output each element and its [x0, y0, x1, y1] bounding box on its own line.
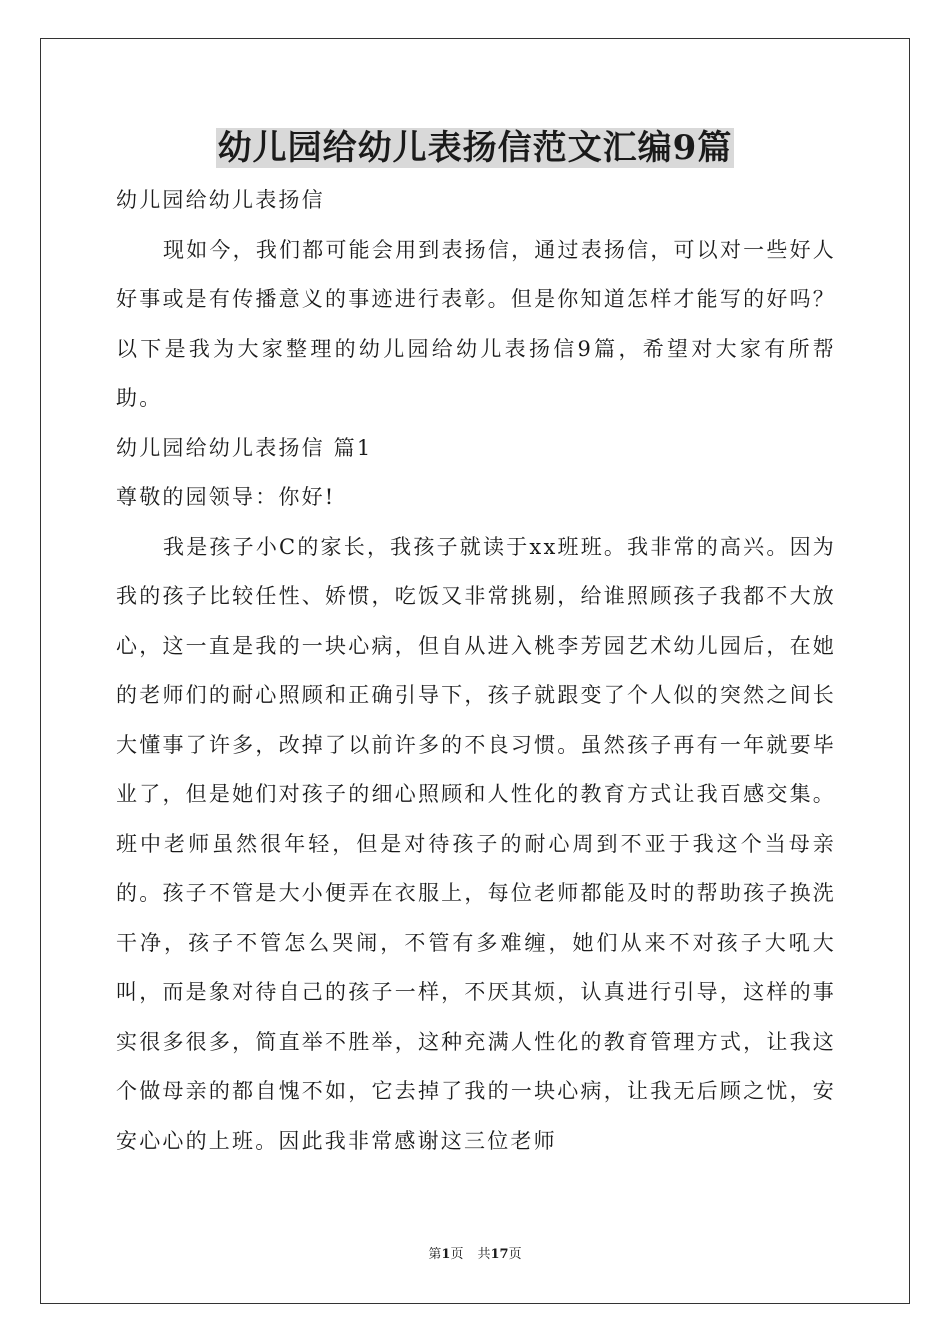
total-suffix: 页 [508, 1247, 522, 1262]
letter-heading: 幼儿园给幼儿表扬信 篇1 [116, 435, 373, 460]
total-pages-number: 17 [490, 1247, 509, 1262]
letter-salutation: 尊敬的园领导：你好! [116, 485, 336, 509]
letter-body-paragraph: 我是孩子小C的家长，我孩子就读于xx班班。我非常的高兴。因为我的孩子比较任性、娇惯，吃饭又非常挑剔，给谁照顾孩子我都不大放心，这一直是我的一块心病，但自从进入桃李芳园艺术幼儿园后，在她的老师们的耐心照顾和正确引导下，孩子就跟变了个人似的突然之间长大懂事了许多，改掉了以前许多的不良习惯。虽然孩子再有一年就要毕业了，但是她们对孩子的细心照顾和人性化的教育方式让我百感交集。班中老师虽然很年轻，但是对待孩子的耐心周到不亚于我这个当母亲的。孩子不管是大小便弄在衣服上，每位老师都能及时的帮助孩子换洗干净，孩子不管怎么哭闹，不管有多难缠，她们从来不对孩子大吼大叫，而是象对待自己的孩子一样，不厌其烦，认真进行引导，这样的事实很多很多，简直举不胜举，这种充满人性化的教育管理方式，让我这个做母亲的都自愧不如，它去掉了我的一块心病，让我无后顾之忧，安安心心的上班。因此我非常感谢这三位老师 [116, 534, 836, 1153]
total-prefix: 共 [477, 1247, 491, 1262]
document-title-text: 幼儿园给幼儿表扬信范文汇编9篇 [217, 128, 733, 168]
document-body [116, 176, 836, 1166]
page-prefix: 第 [428, 1247, 442, 1262]
document-title [0, 124, 950, 172]
section-heading: 幼儿园给幼儿表扬信 [116, 188, 325, 212]
page-suffix: 页 [450, 1247, 464, 1262]
page-footer [0, 1246, 950, 1264]
current-page-number: 1 [441, 1247, 451, 1262]
intro-paragraph: 现如今，我们都可能会用到表扬信，通过表扬信，可以对一些好人好事或是有传播意义的事迹进行表彰。但是你知道怎样才能写的好吗？以下是我为大家整理的幼儿园给幼儿表扬信9篇，希望对大家有所帮助。 [116, 237, 836, 410]
